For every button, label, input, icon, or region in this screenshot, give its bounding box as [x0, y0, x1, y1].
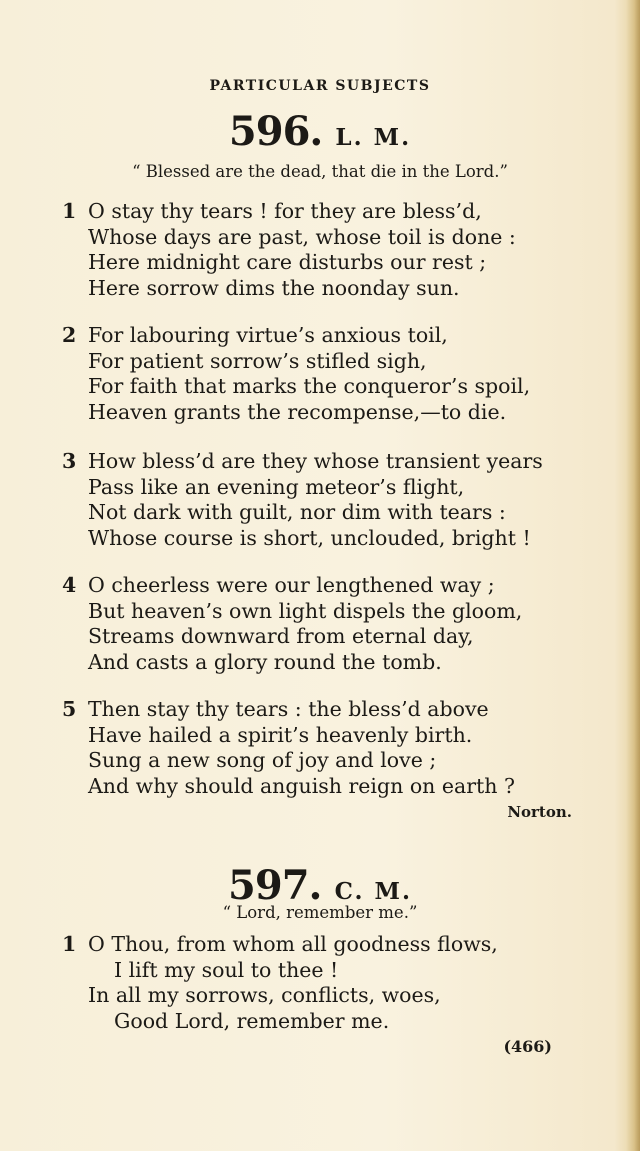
verse-line: In all my sorrows, conflicts, woes, [88, 983, 441, 1007]
verse-line: For faith that marks the conqueror’s spoil, [88, 374, 531, 398]
stanza-number: 1 [62, 199, 77, 223]
stanza-number: 3 [62, 449, 77, 473]
hymn-596-stanza-3 [62, 449, 543, 551]
verse-line: Heaven grants the recompense,—to die. [88, 399, 507, 424]
verse-text: O Thou, from whom all goodness flows, [88, 932, 498, 956]
stanza-number: 4 [62, 573, 77, 597]
verse-line: Here midnight care disturbs our rest ; [88, 250, 487, 274]
verse-line: I lift my soul to thee ! [114, 957, 339, 982]
hymn-596-stanza-1 [62, 199, 516, 301]
verse-line [62, 449, 543, 475]
verse-line: And why should anguish reign on earth ? [88, 773, 515, 798]
verse-line [62, 697, 515, 723]
hymn-597-stanza-1 [62, 932, 498, 1034]
verse-line [62, 932, 498, 958]
stanza-number: 5 [62, 697, 77, 721]
hymn-597-heading [0, 862, 640, 909]
hymn-596-heading [0, 108, 640, 155]
verse-line [62, 573, 522, 599]
page-number: (466) [503, 1037, 552, 1056]
hymn-meter: L. M. [335, 124, 412, 151]
hymn-596-author: Norton. [507, 803, 572, 821]
hymn-number: 596. [228, 108, 323, 155]
verse-line: Whose days are past, whose toil is done : [88, 224, 516, 249]
verse-line: Streams downward from eternal day, [88, 624, 474, 648]
hymn-596-epigraph: “ Blessed are the dead, that die in the Lord.” [132, 162, 508, 181]
hymn-meter: C. M. [334, 878, 412, 905]
verse-text: O stay thy tears ! for they are bless’d, [88, 199, 482, 223]
verse-line: Pass like an evening meteor’s flight, [88, 474, 465, 499]
hymn-596-stanza-4 [62, 573, 522, 675]
verse-text: Then stay thy tears : the bless’d above [88, 697, 489, 721]
verse-text: For labouring virtue’s anxious toil, [88, 323, 448, 347]
verse-line: Good Lord, remember me. [114, 1008, 390, 1033]
verse-line: Not dark with guilt, nor dim with tears : [88, 500, 506, 524]
verse-text: O cheerless were our lengthened way ; [88, 573, 495, 597]
hymn-number: 597. [228, 862, 322, 909]
verse-line: And casts a glory round the tomb. [88, 649, 442, 674]
verse-line: Have hailed a spirit’s heavenly birth. [88, 722, 473, 747]
verse-line: But heaven’s own light dispels the gloom, [88, 598, 523, 623]
hymn-597-epigraph: “ Lord, remember me.” [222, 903, 418, 922]
hymn-596-stanza-2 [62, 323, 530, 425]
verse-line: Here sorrow dims the noonday sun. [88, 275, 460, 300]
running-head: PARTICULAR SUBJECTS [209, 78, 431, 94]
verse-line: Sung a new song of joy and love ; [88, 748, 437, 772]
verse-line [62, 323, 530, 349]
verse-line: Whose course is short, unclouded, bright ! [88, 525, 531, 550]
verse-line [62, 199, 516, 225]
verse-text: How bless’d are they whose transient years [88, 449, 543, 473]
stanza-number: 1 [62, 932, 77, 956]
verse-line: For patient sorrow’s stifled sigh, [88, 348, 427, 373]
hymn-596-stanza-5 [62, 697, 515, 799]
stanza-number: 2 [62, 323, 77, 347]
